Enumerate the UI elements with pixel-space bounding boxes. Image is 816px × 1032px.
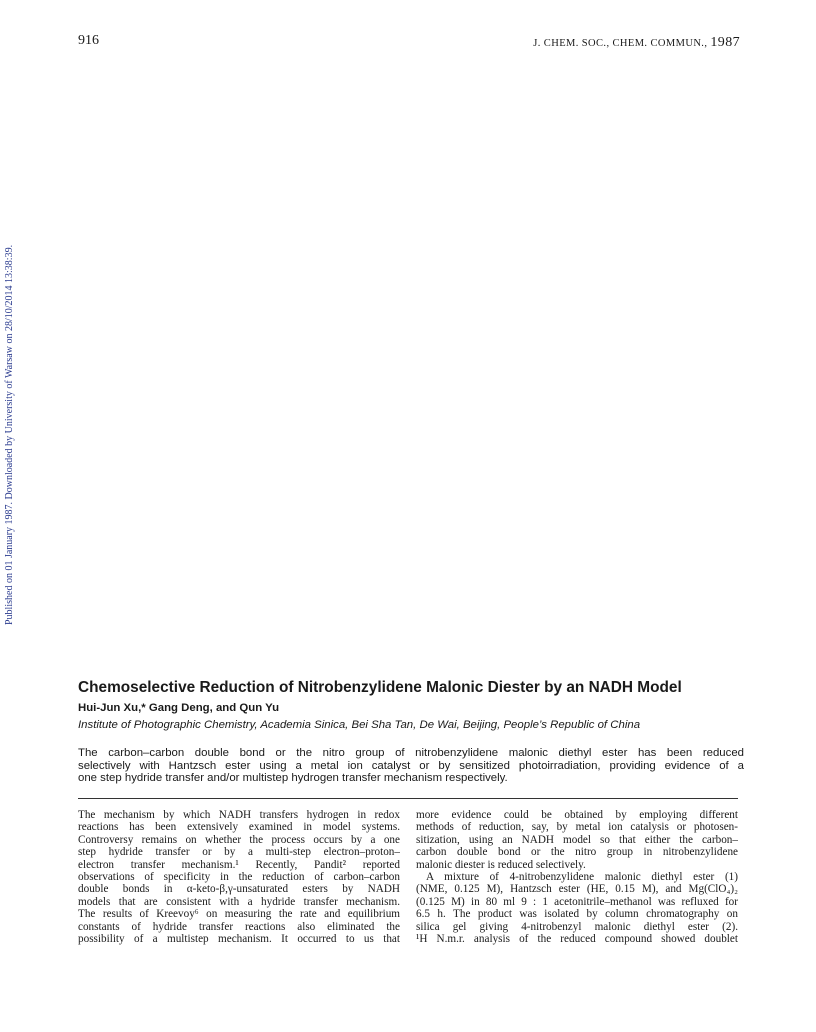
body-line: 6.5 h. The product was isolated by column chromatography on: [416, 908, 738, 921]
body-line: methods of reduction, say, by metal ion catalysis or photosen-: [416, 821, 738, 834]
body-line: (NME, 0.125 M), Hantzsch ester (HE, 0.15 M), and Mg(ClO₄)₂: [416, 883, 738, 896]
abstract-line: one step hydride transfer and/or multistep hydrogen transfer mechanism respectively.: [78, 772, 508, 785]
download-watermark-text: Published on 01 January 1987. Downloaded by University of Warsaw on 28/10/2014 13:38:39.: [4, 244, 15, 625]
abstract-divider: [78, 798, 738, 799]
body-line: The results of Kreevoy⁶ on measuring the rate and equilibrium: [78, 908, 400, 921]
body-line: possibility of a multistep mechanism. It occurred to us that: [78, 933, 400, 946]
body-column-left: [78, 809, 400, 945]
journal-name: J. CHEM. SOC., CHEM. COMMUN.,: [533, 38, 708, 49]
page-number: 916: [78, 33, 99, 48]
body-line: sitization, using an NADH model so that either the carbon–: [416, 833, 738, 846]
body-line: malonic diester is reduced selectively.: [416, 858, 586, 871]
download-watermark: [4, 244, 424, 625]
body-line: The mechanism by which NADH transfers hydrogen in redox: [78, 809, 400, 821]
body-line: reactions has been extensively examined in model systems.: [78, 821, 400, 834]
abstract-line: selectively with Hantzsch ester using a metal ion catalyst or by sensitized photoirradiation, providing evidence of a: [78, 759, 744, 772]
abstract: [78, 747, 744, 785]
body-line: A mixture of 4-nitrobenzylidene malonic diethyl ester (1): [426, 871, 738, 884]
body-line: Controversy remains on whether the process occurs by a one: [78, 833, 400, 846]
body-column-right: [416, 809, 738, 945]
body-line: carbon double bond or the nitro group in nitrobenzylidene: [416, 846, 738, 859]
body-line: ¹H N.m.r. analysis of the reduced compound showed doublet: [416, 933, 738, 946]
article-authors: Hui-Jun Xu,* Gang Deng, and Qun Yu: [78, 702, 280, 714]
body-line: step hydride transfer or by a multi-step electron–proton–: [78, 846, 400, 859]
body-line: electron transfer mechanism.¹ Recently, Pandit² reported: [78, 858, 400, 871]
body-line: more evidence could be obtained by employing different: [416, 809, 738, 821]
article-affiliation: Institute of Photographic Chemistry, Academia Sinica, Bei Sha Tan, De Wai, Beijing, People’s Republic of China: [78, 719, 641, 731]
journal-year: 1987: [710, 35, 740, 50]
body-line: double bonds in α-keto-β,γ-unsaturated esters by NADH: [78, 883, 400, 896]
article-title: Chemoselective Reduction of Nitrobenzylidene Malonic Diester by an NADH Model: [78, 679, 682, 696]
abstract-line: The carbon–carbon double bond or the nitro group of nitrobenzylidene malonic diethyl ester has been reduced: [78, 747, 744, 759]
body-line: constants of hydride transfer reactions also eliminated the: [78, 920, 400, 933]
body-line: (0.125 M) in 80 ml 9 : 1 acetonitrile–methanol was refluxed for: [416, 895, 738, 908]
body-line: silica gel giving 4-nitrobenzyl malonic diethyl ester (2).: [416, 920, 738, 933]
journal-reference: [533, 35, 740, 51]
body-line: observations of specificity in the reduction of carbon–carbon: [78, 871, 400, 884]
body-line: models that are consistent with a hydride transfer mechanism.: [78, 895, 400, 908]
